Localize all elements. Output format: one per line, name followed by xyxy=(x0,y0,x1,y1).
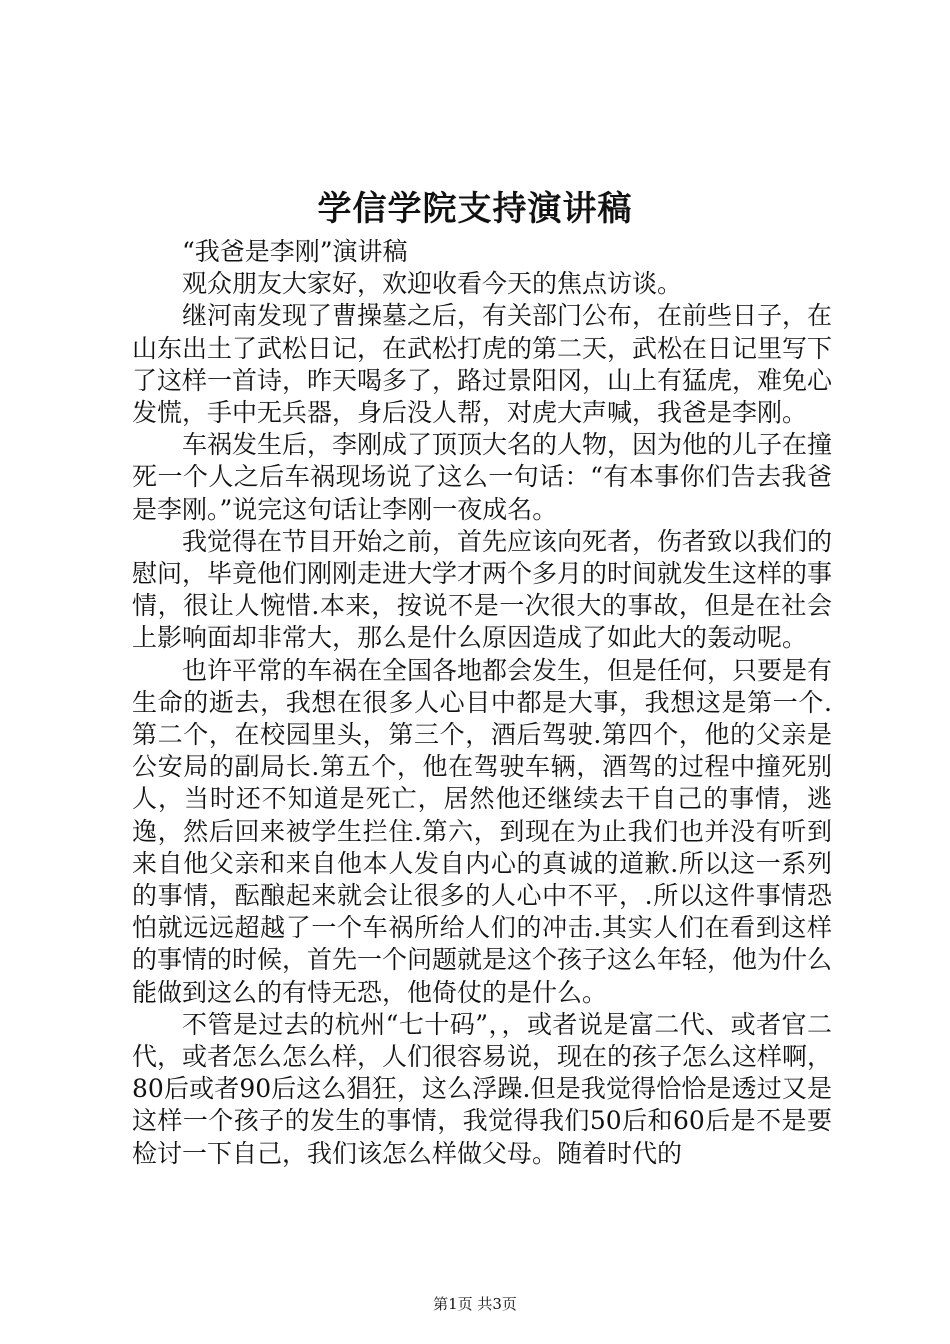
paragraph-6: 也许平常的车祸在全国各地都会发生，但是任何，只要是有生命的逝去，我想在很多人心目中都是大事，我想这是第一个.第二个，在校园里头，第三个，酒后驾驶.第四个，他的父亲是公安局的副局长.第五个，他在驾驶车辆，酒驾的过程中撞死别人，当时还不知道是死亡，居然他还继续去干自己的事情，逃逸，然后回来被学生拦住.第六，到现在为止我们也并没有听到来自他父亲和来自他本人发自内心的真诚的道歉.所以这一系列的事情，酝酿起来就会让很多的人心中不平，.所以这件事情恐怕就远远超越了一个车祸所给人们的冲击.其实人们在看到这样的事情的时候，首先一个问题就是这个孩子这么年轻，他为什么能做到这么的有恃无恐，他倚仗的是什么。 xyxy=(132,655,833,1007)
paragraph-1: “我爸是李刚”演讲稿 xyxy=(182,237,408,266)
page-footer: 第1页 共3页 xyxy=(433,1295,517,1313)
document-body xyxy=(132,236,832,1170)
paragraph-4: 车祸发生后，李刚成了顶顶大名的人物，因为他的儿子在撞死一个人之后车祸现场说了这么一句话：“有本事你们告去我爸是李刚。”说完这句话让李刚一夜成名。 xyxy=(132,430,833,524)
paragraph-5: 我觉得在节目开始之前，首先应该向死者，伤者致以我们的慰问，毕竟他们刚刚走进大学才两个多月的时间就发生这样的事情，很让人惋惜.本来，按说不是一次很大的事故，但是在社会上影响面却非常大，那么是什么原因造成了如此大的轰动呢。 xyxy=(132,526,833,653)
paragraph-7: 不管是过去的杭州“七十码”，，或者说是富二代、或者官二代，或者怎么怎么样，人们很容易说，现在的孩子怎么这样啊，80后或者90后这么猖狂，这么浮躁.但是我觉得恰恰是透过又是这样一个孩子的发生的事情，我觉得我们50后和60后是不是要检讨一下自己，我们该怎么样做父母。随着时代的 xyxy=(132,1009,833,1168)
paragraph-3: 继河南发现了曹操墓之后，有关部门公布，在前些日子，在山东出土了武松日记，在武松打虎的第二天，武松在日记里写下了这样一首诗，昨天喝多了，路过景阳冈，山上有猛虎，难免心发慌，手中无兵器，身后没人帮，对虎大声喊，我爸是李刚。 xyxy=(132,301,833,428)
document-title: 学信学院支持演讲稿 xyxy=(317,189,633,229)
paragraph-2: 观众朋友大家好，欢迎收看今天的焦点访谈。 xyxy=(182,269,683,299)
